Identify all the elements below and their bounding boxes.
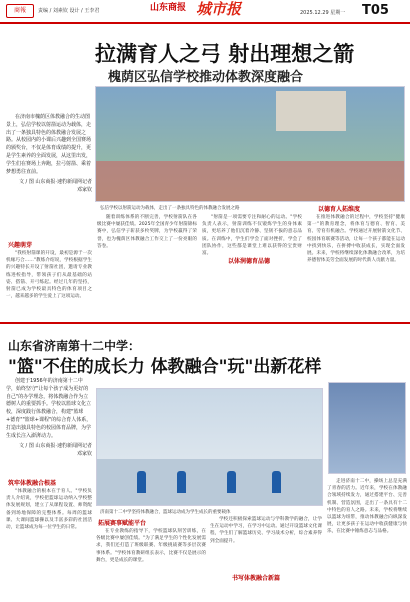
story2-intro (6, 378, 92, 459)
story2-section-1: 筑牢体教融合根基 (8, 480, 57, 487)
story1-byline: 文 / 图 山东商报·速豹新闻网记者 邓家钦 (18, 179, 92, 194)
story2-kicker: 山东省济南第十二中学： (8, 339, 141, 353)
page-number: T05 (362, 3, 389, 18)
newspaper-logo: 商報 (6, 4, 34, 18)
story1-subhead: 槐荫区弘信学校推动体教深度融合 (108, 70, 304, 85)
building (276, 91, 346, 131)
story2-col-4: 走进济南十二中，操场上总是充满了青春的活力。近年来，学校在体教融合领域持续发力，通过搭建平台、完善机制、营造氛围，走出了一条具有十二中特色的育人之路。未来，学校将继续以篮球为纽带，推动体教融合向纵深发展，让更多孩子在运动中收获健康与快乐，在比赛中锤炼意志与品格。 (327, 479, 407, 535)
story2-photo-caption: 济南第十二中学坚持体教融合，篮球运动成为学生成长的重要载体 (100, 510, 231, 515)
story2-col-2: 在专业教练的指导下，学校篮球队刻苦训练，在各级比赛中屡创佳绩。"为了满足学生的个性化发展需求，我们还打造了班级联赛、年级挑战赛等多层次赛事体系。"学校体育教研组长表示，比赛不仅是展示的舞台，更是成长的课堂。 (96, 529, 206, 563)
story2-section-3: 书写体教融合新篇 (232, 575, 281, 582)
player-figure (272, 471, 281, 493)
story1-col-4: 在推进体教融合的过程中，学校坚持"健康第一"的教育理念，将体育与德育、智育、美育、劳育有机融合。学校通过开展射箭文化节、校园体育联赛等活动，让每一个孩子都能在运动中找到快乐，在拼搏中收获成长，实现全面发展。未来，学校将继续深化体教融合改革，为培养德智体美劳全面发展的时代新人贡献力量。 (307, 215, 405, 264)
player-figure (137, 471, 146, 493)
header-rule (0, 22, 410, 24)
story1-col-1: "我校射箭课的开设，最初是源于一次机缘巧合……"教练介绍说，学校根据学生的兴趣特长开设了射箭社团，邀请专业教练进校指导，带领孩子们从最基础的站姿、搭箭、开弓练起。经过几年的坚持，射箭已成为学校最具特色的体育项目之一，越来越多的学生爱上了这项运动。 (6, 251, 92, 300)
brand-name: 山东商报 (150, 3, 187, 13)
story1-headline: 拉满育人之弓 射出理想之箭 (95, 42, 355, 66)
story2-intro-text: 创建于1956年的济南第十二中学，始终坚守"让每个孩子成为更好的自己"的办学理念，将体教融合作为立德树人的重要抓手。学校以篮球文化立校，深度践行体教融合，构建"篮球+德育""篮球+课程"的综合育人体系，打造出独具特色的校园体育品牌，为学生成长注入澎湃动力。 (6, 378, 92, 439)
team-photo (328, 382, 406, 474)
story2-headline: "篮"不住的成长力 体教融合"玩"出新花样 (8, 357, 322, 377)
story1-section-2: 以体润德育品德 (228, 258, 271, 265)
story2-col-1: "体教融合的根本在于育人。"学校负责人介绍说，学校把篮球运动纳入学校整体发展规划，建立了从课程设置、师资配备到场地保障的完整体系。每周的篮球课、大课间篮球操以及丰富多彩的社团活动，让篮球成为每一位学生的日常。 (6, 489, 92, 531)
track-surface (96, 161, 404, 201)
page-header (0, 0, 410, 24)
story1-col-3-wrap (202, 214, 302, 257)
brand-script: 城市报 (196, 0, 242, 18)
basketball-photo (96, 388, 323, 506)
story2-col-3-wrap (210, 516, 322, 545)
story1-intro (6, 114, 92, 195)
story1-photo-caption: 弘信学校以射箭运动为载体，走出了一条独具特色的体教融合发展之路 (100, 206, 240, 211)
player-figure (177, 471, 186, 493)
story2-byline: 文 / 图 山东商报·速豹新闻网记者 邓家钦 (18, 443, 92, 458)
issue-date: 2025.12.29 星期一 (300, 10, 346, 16)
story2-col-3: 学校还积极探索篮球运动与学科教学的融合，让学生在运动中学习，在学习中运动。通过开设篮球文化课程，学生们了解篮球历史、学习战术分析，综合素养得到全面提升。 (210, 517, 322, 544)
story1-col-3: "射箭是一项需要专注和耐心的运动。"学校负责人表示，射箭训练不仅锻炼学生的身体素质，更培养了他们沉着冷静、坚韧不拔的意志品质。在训练中，学生们学会了面对挫折，学会了团队协作，这些都是课堂上难以获得的宝贵财富。 (202, 215, 302, 257)
story1-section-3: 以德育人拓维度 (318, 206, 361, 213)
story1-col-2: 随着训练体系的不断完善，学校射箭队在各级比赛中屡获佳绩。2025年全国青少年射箭锦标赛中，弘信学子斩获多枚奖牌，为学校赢得了荣誉，也为槐荫区体教融合工作交上了一份亮眼的答卷。 (97, 215, 197, 249)
archery-photo (95, 86, 405, 202)
story2-section-2: 拓展赛事赋能平台 (98, 520, 147, 527)
story1-section-1: 兴趣萌芽 (8, 242, 33, 249)
story-divider (0, 322, 410, 324)
player-figure (227, 471, 236, 493)
court-floor (97, 459, 322, 505)
story1-intro-text: 在济南市槐荫区体教融合的生动图景上，弘信学校以射箭运动为载体，走出了一条独具特色的体教融合发展之路。从校园内的小课后兴趣到全国赛场的颁奖台，不仅是体育成绩的提升，更是学生素养的全面发展，从这里出发，学生们在赛场上奔跑，拉弓射箭、乘着梦想勇往直前。 (6, 114, 92, 175)
editor-credits: 责编 / 刘素钦 设计 / 王李君 (38, 8, 100, 14)
